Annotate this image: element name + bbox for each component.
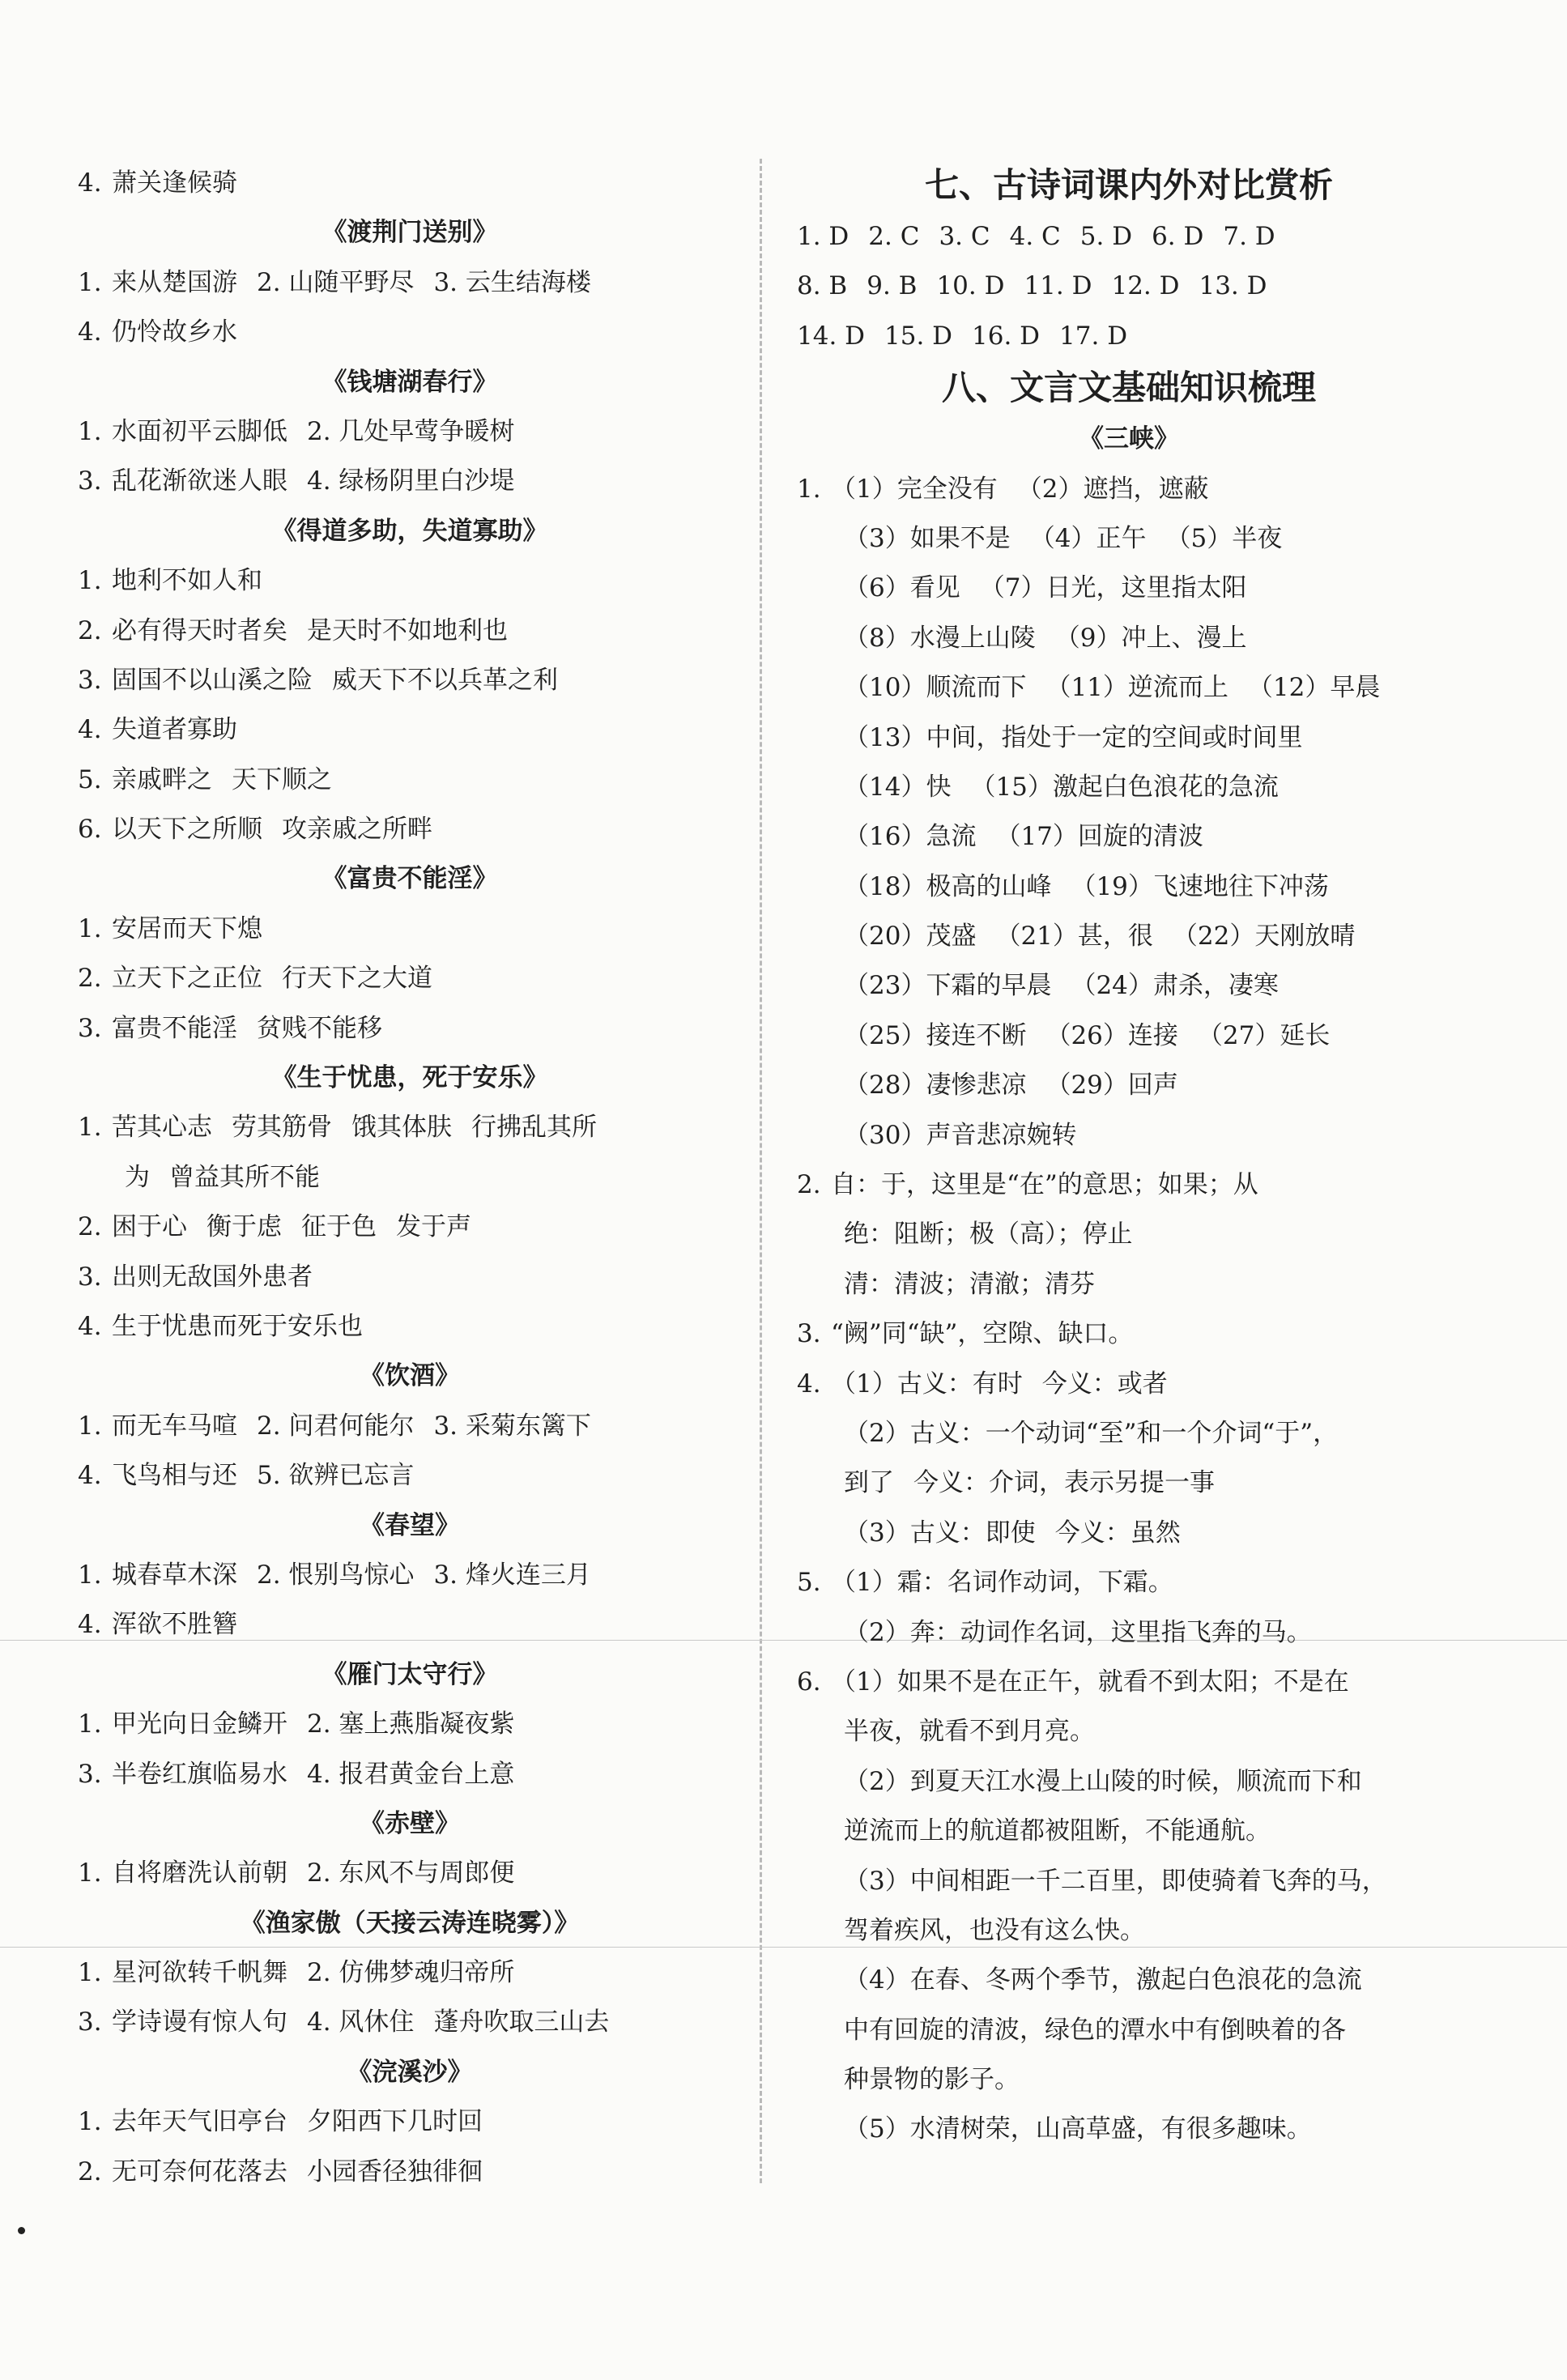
answer-line (78, 556, 742, 606)
answer-text: 13. D (1199, 271, 1267, 301)
item-number: 5. (78, 764, 102, 794)
answer-line (797, 514, 1461, 564)
answer-text: 逆流而上的航道都被阻断，不能通航。 (844, 1816, 1271, 1846)
answer-text: “阙”同“缺”，空隙、缺口。 (831, 1319, 1134, 1349)
item-number: 3. (78, 466, 102, 496)
subsection-title: 《浣溪沙》 (347, 2057, 473, 2087)
answer-text: （23）下霜的早晨 (844, 971, 1052, 1001)
answer-text: 14. D (797, 321, 866, 351)
item-number: 5. (797, 1568, 821, 1598)
answer-text: 而无车马喧 (112, 1411, 237, 1441)
answer-text: 16. D (972, 321, 1041, 351)
answer-line (797, 465, 1461, 514)
answer-text: 夕阳西下几时回 (307, 2107, 483, 2137)
answer-text: 仍怜故乡水 (112, 317, 237, 347)
answer-line (78, 1998, 742, 2047)
answer-line (797, 2006, 1461, 2055)
answer-line (78, 1253, 742, 1302)
answer-text: 亲戚畔之 (112, 764, 212, 794)
answer-text: 浑欲不胜簪 (112, 1610, 237, 1640)
answer-line (78, 1700, 742, 1749)
answer-text: 5. 欲辨已忘言 (257, 1461, 415, 1491)
answer-line (78, 1551, 742, 1600)
answer-text: 饿其体肤 (351, 1113, 452, 1143)
answer-line (797, 1260, 1461, 1309)
answer-line (78, 805, 742, 854)
item-number: 1. (78, 1411, 102, 1441)
subsection-title: 《饮酒》 (360, 1361, 460, 1391)
answer-text: 固国不以山溪之险 (112, 665, 313, 695)
answer-text: 困于心 (112, 1212, 187, 1242)
item-number: 4. (78, 1610, 102, 1640)
answer-text: 小园香径独徘徊 (307, 2156, 483, 2186)
answer-line (797, 961, 1461, 1011)
answer-text: 学诗谩有惊人句 (112, 2007, 287, 2037)
answer-text: 17. D (1059, 321, 1128, 351)
answer-text: （6）看见 (844, 573, 960, 603)
answer-line (78, 1402, 742, 1451)
item-number: 1. (78, 416, 102, 446)
answer-line (797, 1160, 1461, 1210)
answer-text: 4. 风休住 (307, 2007, 415, 2037)
answer-line (797, 212, 1461, 262)
item-number: 1. (797, 474, 821, 504)
answer-text: 15. D (884, 321, 953, 351)
answer-line (78, 258, 742, 308)
answer-line (797, 912, 1461, 961)
answer-line (78, 1849, 742, 1898)
subsection-title: 《渡荆门送别》 (321, 218, 498, 248)
item-number: 1. (78, 566, 102, 596)
answer-line (797, 1509, 1461, 1558)
item-number: 2. (78, 2156, 102, 2186)
answer-text: 以天下之所顺 (112, 815, 262, 845)
answer-text: （5）水清树荣，山高草盛，有很多趣味。 (844, 2114, 1312, 2144)
item-number: 1. (78, 2107, 102, 2137)
answer-line (78, 1153, 742, 1203)
answer-text: （3）如果不是 (844, 523, 1011, 553)
answer-line (78, 2148, 742, 2197)
answer-line (797, 1458, 1461, 1508)
answer-text: 半卷红旗临易水 (112, 1759, 287, 1789)
answer-text: 4. C (1009, 222, 1061, 251)
item-number: 3. (78, 665, 102, 695)
answer-text: 城春草木深 (112, 1560, 237, 1590)
answer-text: 1. D (797, 222, 850, 251)
answer-line (797, 564, 1461, 613)
answer-line (797, 1309, 1461, 1359)
answer-text: （14）快 (844, 772, 952, 802)
answer-line (797, 812, 1461, 862)
answer-line (797, 1409, 1461, 1458)
answer-text: （3）古义：即使 (844, 1518, 1036, 1548)
answer-line (78, 1600, 742, 1650)
answer-text: （16）急流 (844, 822, 977, 852)
answer-text: 5. D (1079, 222, 1133, 251)
answer-line (797, 763, 1461, 812)
subsection-title: 《富贵不能淫》 (321, 864, 498, 894)
answer-text: 发于声 (396, 1212, 471, 1242)
item-number: 4. (78, 168, 102, 198)
answer-text: 2. 问君何能尔 (257, 1411, 415, 1441)
answer-text: （19）飞速地往下冲荡 (1071, 871, 1329, 901)
answer-text: 8. B (797, 271, 848, 301)
answer-text: （1）完全没有 (831, 474, 998, 504)
answer-text: （9）冲上、漫上 (1054, 623, 1247, 653)
answer-text: 2. 东风不与周郎便 (307, 1858, 515, 1888)
answer-line (797, 262, 1461, 311)
item-number: 4. (78, 1311, 102, 1341)
answer-text: 衡于虑 (207, 1212, 282, 1242)
answer-text: 今义：或者 (1041, 1369, 1168, 1399)
answer-text: 甲光向日金鳞开 (112, 1709, 287, 1739)
answer-text: （28）凄惨悲凉 (844, 1071, 1027, 1101)
answer-line (797, 663, 1461, 713)
answer-text: （2）到夏天江水漫上山陵的时候，顺流而下和 (844, 1766, 1362, 1796)
answer-text: （22）天刚放晴 (1172, 922, 1356, 952)
answer-text: （30）声音悲凉婉转 (844, 1120, 1077, 1150)
answer-line (797, 1757, 1461, 1807)
answer-text: 自将磨洗认前朝 (112, 1858, 287, 1888)
subsection-title: 《渔家傲（天接云涛连晓雾）》 (240, 1908, 580, 1938)
answer-line (797, 2105, 1461, 2154)
item-number: 3. (78, 1262, 102, 1292)
item-number: 6. (78, 815, 102, 845)
subsection-title: 《雁门太守行》 (321, 1659, 498, 1689)
answer-text: 3. 烽火连三月 (433, 1560, 591, 1590)
answer-line (78, 159, 742, 208)
answer-line (797, 1011, 1461, 1061)
answer-line (78, 2097, 742, 2147)
answer-text: 半夜，就看不到月亮。 (844, 1717, 1095, 1747)
answer-text: 为 (125, 1162, 150, 1192)
answer-line (78, 1948, 742, 1998)
item-number: 3. (78, 2007, 102, 2037)
answer-text: （26）连接 (1045, 1020, 1178, 1050)
answer-text: 去年天气旧亭台 (112, 2107, 287, 2137)
item-number: 4. (78, 1461, 102, 1491)
answer-text: 征于色 (301, 1212, 377, 1242)
answer-text: 6. D (1152, 222, 1204, 251)
subsection-title: 《三峡》 (1079, 424, 1179, 454)
answer-text: （4）在春、冬两个季节，激起白色浪花的急流 (844, 1965, 1362, 1995)
answer-text: 11. D (1024, 271, 1092, 301)
answer-text: （15）激起白色浪花的急流 (970, 772, 1279, 802)
answer-line (797, 1608, 1461, 1658)
answer-text: 天下顺之 (232, 764, 332, 794)
answer-text: 出则无敌国外患者 (112, 1262, 313, 1292)
answer-text: 2. 恨别鸟惊心 (257, 1560, 415, 1590)
answer-line (78, 1302, 742, 1352)
answer-line (78, 705, 742, 755)
answer-text: （2）奔：动词作名词，这里指飞奔的马。 (844, 1617, 1312, 1647)
answer-text: （13）中间，指处于一定的空间或时间里 (844, 722, 1303, 752)
answer-line (78, 308, 742, 357)
answer-text: 地利不如人和 (112, 566, 262, 596)
answer-text: 苦其心志 (112, 1113, 212, 1143)
answer-line (797, 1360, 1461, 1409)
item-number: 3. (797, 1319, 821, 1349)
item-number: 3. (78, 1759, 102, 1789)
column-divider (760, 159, 762, 2183)
answer-line (797, 1807, 1461, 1856)
answer-line (797, 1906, 1461, 1956)
subsection-title: 《钱塘湖春行》 (321, 367, 498, 397)
answer-text: 行天下之大道 (282, 964, 432, 994)
left-column (78, 159, 742, 2197)
answer-text: （21）甚，很 (995, 922, 1153, 952)
section-heading: 八、文言文基础知识梳理 (941, 368, 1316, 408)
answer-text: 4. 绿杨阴里白沙堤 (307, 466, 515, 496)
answer-text: 立天下之正位 (112, 964, 262, 994)
answer-text: 必有得天时者矣 (112, 615, 287, 645)
answer-text: 清：清波；清澈；清芬 (844, 1269, 1095, 1299)
answer-text: （24）肃杀，凄寒 (1071, 971, 1279, 1001)
item-number: 4. (78, 715, 102, 745)
item-number: 1. (78, 1858, 102, 1888)
item-number: 4. (797, 1369, 821, 1399)
answer-text: （5）半夜 (1165, 523, 1283, 553)
answer-text: （18）极高的山峰 (844, 871, 1052, 901)
answer-text: 无可奈何花落去 (112, 2156, 287, 2186)
item-number: 2. (78, 964, 102, 994)
answer-text: （2）遮挡，遮蔽 (1016, 474, 1209, 504)
answer-line (78, 1750, 742, 1799)
answer-text: 中有回旋的清波，绿色的潭水中有倒映着的各 (844, 2015, 1346, 2045)
answer-text: 12. D (1111, 271, 1180, 301)
answer-text: （10）顺流而下 (844, 673, 1027, 703)
answer-line (78, 1004, 742, 1054)
answer-text: 劳其筋骨 (232, 1113, 332, 1143)
answer-line (78, 756, 742, 805)
answer-text: （1）古义：有时 (831, 1369, 1023, 1399)
page-dot (18, 2227, 25, 2234)
answer-text: （7）日光，这里指太阳 (979, 573, 1247, 603)
answer-text: （25）接连不断 (844, 1020, 1027, 1050)
answer-line (797, 1111, 1461, 1160)
item-number: 6. (797, 1667, 821, 1697)
answer-text: （29）回声 (1045, 1071, 1178, 1101)
item-number: 1. (78, 1560, 102, 1590)
answer-line (797, 1061, 1461, 1110)
subsection-title: 《赤壁》 (360, 1808, 460, 1838)
right-column (797, 159, 1461, 2155)
answer-text: 曾益其所不能 (169, 1162, 320, 1192)
answer-line (78, 1103, 742, 1152)
answer-text: 7. D (1223, 222, 1275, 251)
answer-text: 水面初平云脚低 (112, 416, 287, 446)
subsection-title: 《春望》 (360, 1510, 460, 1540)
answer-text: （1）如果不是在正午，就看不到太阳；不是在 (831, 1667, 1349, 1697)
answer-text: 乱花渐欲迷人眼 (112, 466, 287, 496)
answer-text: 蓬舟吹取三山去 (433, 2007, 610, 2037)
item-number: 2. (78, 1212, 102, 1242)
answer-text: 绝：阻断；极（高）；停止 (844, 1220, 1133, 1250)
answer-text: 是天时不如地利也 (307, 615, 508, 645)
answer-text: 2. 山随平野尽 (257, 267, 415, 297)
answer-text: 2. C (868, 222, 920, 251)
item-number: 3. (78, 1013, 102, 1043)
answer-line (797, 1210, 1461, 1259)
answer-text: 失道者寡助 (112, 715, 237, 745)
item-number: 1. (78, 1709, 102, 1739)
answer-text: （8）水漫上山陵 (844, 623, 1036, 653)
answer-text: 威天下不以兵革之利 (332, 665, 558, 695)
item-number: 2. (797, 1170, 821, 1200)
answer-line (78, 607, 742, 656)
answer-text: 2. 仿佛梦魂归帝所 (307, 1958, 515, 1988)
answer-text: 行拂乱其所 (471, 1113, 597, 1143)
answer-text: 3. 云生结海楼 (433, 267, 591, 297)
answer-line (797, 312, 1461, 361)
answer-text: （2）古义：一个动词“至”和一个介词“于”， (844, 1418, 1339, 1448)
answer-line (797, 713, 1461, 763)
answer-text: 今义：介词，表示另提一事 (913, 1468, 1215, 1498)
answer-text: （12）早晨 (1247, 673, 1381, 703)
answer-text: （4）正午 (1029, 523, 1147, 553)
answer-text: 安居而天下熄 (112, 913, 262, 943)
answer-line (78, 954, 742, 1003)
answer-text: 到了 (844, 1468, 894, 1498)
subsection-title: 《生于忧患，死于安乐》 (271, 1063, 548, 1093)
answer-text: （27）延长 (1197, 1020, 1331, 1050)
item-number: 1. (78, 1113, 102, 1143)
answer-line (797, 2055, 1461, 2105)
answer-line (797, 1956, 1461, 2005)
answer-text: （17）回旋的清波 (995, 822, 1203, 852)
answer-text: 9. B (867, 271, 918, 301)
item-number: 1. (78, 1958, 102, 1988)
answer-line (797, 614, 1461, 663)
answer-text: 4. 报君黄金台上意 (307, 1759, 515, 1789)
answer-line (78, 656, 742, 705)
answer-text: 星河欲转千帆舞 (112, 1958, 287, 1988)
answer-text: 3. 采菊东篱下 (433, 1411, 591, 1441)
subsection-title: 《得道多助，失道寡助》 (271, 516, 548, 546)
answer-text: 贫贱不能移 (257, 1013, 382, 1043)
answer-text: 自：于，这里是“在”的意思；如果；从 (831, 1170, 1258, 1200)
answer-text: 驾着疾风，也没有这么快。 (844, 1915, 1145, 1945)
section-heading: 七、古诗词课内外对比赏析 (924, 165, 1333, 205)
item-number: 4. (78, 317, 102, 347)
answer-text: 来从楚国游 (112, 267, 237, 297)
answer-text: 生于忧患而死于安乐也 (112, 1311, 363, 1341)
answer-line (78, 457, 742, 506)
answer-line (797, 1857, 1461, 1906)
answer-text: （1）霜：名词作动词，下霜。 (831, 1568, 1173, 1598)
answer-line (797, 1558, 1461, 1607)
answer-text: 种景物的影子。 (844, 2065, 1020, 2095)
item-number: 1. (78, 913, 102, 943)
answer-text: （20）茂盛 (844, 922, 977, 952)
answer-line (78, 407, 742, 457)
answer-text: 攻亲戚之所畔 (282, 815, 432, 845)
answer-line (797, 1707, 1461, 1756)
item-number: 1. (78, 267, 102, 297)
answer-text: 2. 塞上燕脂凝夜紫 (307, 1709, 515, 1739)
answer-text: 2. 几处早莺争暖树 (307, 416, 515, 446)
answer-text: 3. C (939, 222, 990, 251)
answer-text: 今义：虽然 (1054, 1518, 1181, 1548)
answer-text: （3）中间相距一千二百里，即使骑着飞奔的马， (844, 1866, 1387, 1896)
answer-text: 萧关逢候骑 (112, 168, 237, 198)
answer-text: 飞鸟相与还 (112, 1461, 237, 1491)
answer-line (797, 862, 1461, 912)
answer-text: （11）逆流而上 (1045, 673, 1228, 703)
answer-line (78, 1203, 742, 1252)
answer-line (797, 1658, 1461, 1707)
answer-line (78, 905, 742, 954)
answer-text: 10. D (936, 271, 1005, 301)
answer-text: 富贵不能淫 (112, 1013, 237, 1043)
item-number: 2. (78, 615, 102, 645)
answer-line (78, 1451, 742, 1501)
